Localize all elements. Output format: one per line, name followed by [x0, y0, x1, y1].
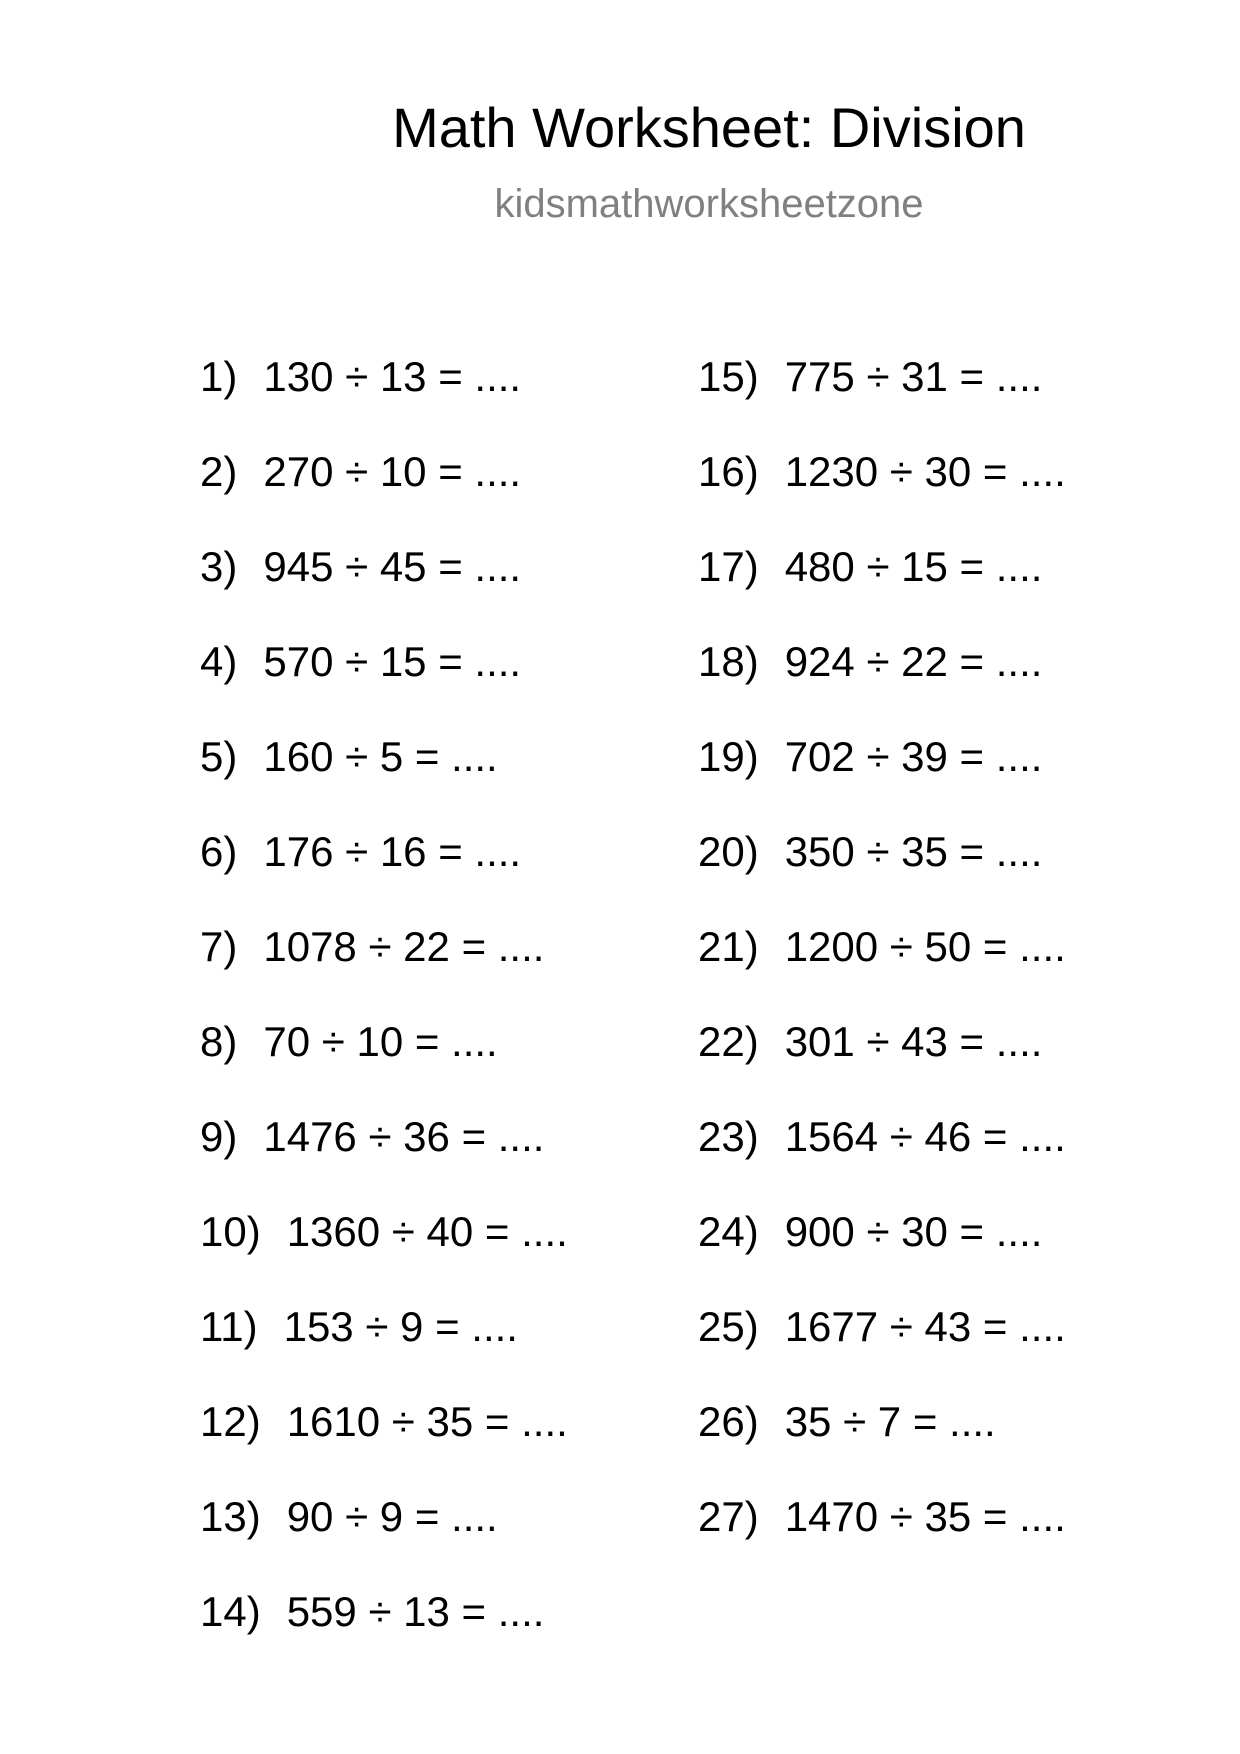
problem-expression: 924 ÷ 22 = .... — [784, 638, 1043, 685]
problem-expression: 945 ÷ 45 = .... — [263, 543, 522, 590]
problem-expression: 90 ÷ 9 = .... — [286, 1493, 498, 1540]
problem-item — [200, 1588, 568, 1683]
problem-number: 18) — [698, 638, 759, 685]
problem-item — [698, 923, 1066, 1018]
problem-item — [698, 638, 1066, 733]
problem-column-left — [200, 353, 568, 1683]
problem-item — [698, 1493, 1066, 1588]
problem-item — [698, 1303, 1066, 1398]
problem-number: 13) — [200, 1493, 261, 1540]
problem-expression: 1610 ÷ 35 = .... — [286, 1398, 568, 1445]
problem-expression: 559 ÷ 13 = .... — [286, 1588, 545, 1635]
problem-expression: 1677 ÷ 43 = .... — [784, 1303, 1066, 1350]
problem-expression: 1476 ÷ 36 = .... — [263, 1113, 545, 1160]
problem-number: 27) — [698, 1493, 759, 1540]
problem-expression: 1230 ÷ 30 = .... — [784, 448, 1066, 495]
problem-number: 26) — [698, 1398, 759, 1445]
problem-expression: 153 ÷ 9 = .... — [283, 1303, 518, 1350]
problem-item — [200, 733, 568, 828]
problem-number: 21) — [698, 923, 759, 970]
problem-expression: 1470 ÷ 35 = .... — [784, 1493, 1066, 1540]
problem-item — [200, 448, 568, 543]
problem-number: 2) — [200, 448, 238, 495]
problem-expression: 775 ÷ 31 = .... — [784, 353, 1043, 400]
problem-number: 8) — [200, 1018, 238, 1065]
problem-expression: 160 ÷ 5 = .... — [263, 733, 498, 780]
problem-item — [698, 828, 1066, 923]
problem-number: 10) — [200, 1208, 261, 1255]
problem-item — [200, 353, 568, 448]
problem-expression: 176 ÷ 16 = .... — [263, 828, 522, 875]
problem-item — [200, 543, 568, 638]
problem-number: 17) — [698, 543, 759, 590]
problem-item — [698, 1018, 1066, 1113]
problem-item — [200, 1303, 568, 1398]
problem-number: 1) — [200, 353, 238, 400]
problem-number: 4) — [200, 638, 238, 685]
problem-number: 16) — [698, 448, 759, 495]
problem-number: 25) — [698, 1303, 759, 1350]
problem-number: 6) — [200, 828, 238, 875]
worksheet-title: Math Worksheet: Division — [392, 96, 1026, 159]
problem-item — [200, 828, 568, 923]
problem-item — [698, 733, 1066, 828]
problem-number: 22) — [698, 1018, 759, 1065]
problem-item — [200, 1113, 568, 1208]
problem-expression: 130 ÷ 13 = .... — [263, 353, 522, 400]
problem-expression: 702 ÷ 39 = .... — [784, 733, 1043, 780]
problem-number: 14) — [200, 1588, 261, 1635]
problem-number: 23) — [698, 1113, 759, 1160]
problem-expression: 1564 ÷ 46 = .... — [784, 1113, 1066, 1160]
problem-number: 7) — [200, 923, 238, 970]
problem-column-right — [698, 353, 1066, 1588]
problem-item — [698, 353, 1066, 448]
problem-item — [698, 448, 1066, 543]
problem-item — [200, 1398, 568, 1493]
problem-number: 15) — [698, 353, 759, 400]
problem-number: 3) — [200, 543, 238, 590]
problem-expression: 900 ÷ 30 = .... — [784, 1208, 1043, 1255]
problem-expression: 301 ÷ 43 = .... — [784, 1018, 1043, 1065]
problem-item — [200, 638, 568, 733]
problem-number: 11) — [200, 1303, 258, 1350]
problem-item — [200, 1493, 568, 1588]
problem-number: 19) — [698, 733, 759, 780]
problem-item — [698, 1398, 1066, 1493]
problem-item — [698, 543, 1066, 638]
problem-item — [698, 1113, 1066, 1208]
problem-item — [200, 1018, 568, 1113]
problem-expression: 70 ÷ 10 = .... — [263, 1018, 498, 1065]
problem-number: 20) — [698, 828, 759, 875]
problem-expression: 1360 ÷ 40 = .... — [286, 1208, 568, 1255]
problem-expression: 480 ÷ 15 = .... — [784, 543, 1043, 590]
problem-number: 12) — [200, 1398, 261, 1445]
problem-number: 24) — [698, 1208, 759, 1255]
problem-number: 5) — [200, 733, 238, 780]
worksheet-subtitle: kidsmathworksheetzone — [494, 182, 924, 226]
problem-item — [200, 923, 568, 1018]
problem-expression: 35 ÷ 7 = .... — [784, 1398, 996, 1445]
problem-expression: 1200 ÷ 50 = .... — [784, 923, 1066, 970]
problem-number: 9) — [200, 1113, 238, 1160]
problem-expression: 570 ÷ 15 = .... — [263, 638, 522, 685]
problem-expression: 1078 ÷ 22 = .... — [263, 923, 545, 970]
problem-expression: 270 ÷ 10 = .... — [263, 448, 522, 495]
problem-item — [200, 1208, 568, 1303]
problem-item — [698, 1208, 1066, 1303]
problem-expression: 350 ÷ 35 = .... — [784, 828, 1043, 875]
